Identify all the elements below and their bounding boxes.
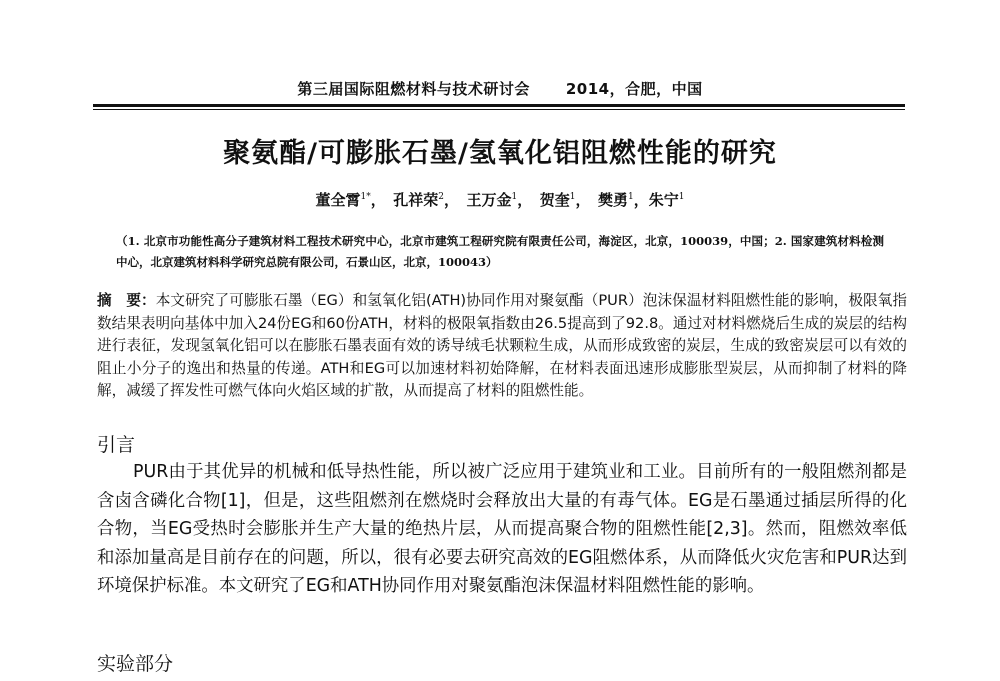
author-name: 王万金 <box>466 191 512 209</box>
author-name: 朱宁 <box>648 191 679 209</box>
author-affiliation-mark: 1 <box>678 192 685 202</box>
author <box>649 191 685 209</box>
author-name: 樊勇 <box>598 191 629 209</box>
author-name: 董全霄 <box>315 191 361 209</box>
conference-year-place: 2014，合肥，中国 <box>565 80 703 98</box>
author-name: 孔祥荣 <box>393 191 439 209</box>
author <box>466 191 517 209</box>
conference-name: 第三届国际阻燃材料与技术研讨会 <box>297 80 530 98</box>
header-rule-thick <box>93 104 905 107</box>
intro-heading: 引言 <box>97 434 136 456</box>
affiliations: （1. 北京市功能性高分子建筑材料工程技术研究中心，北京市建筑工程研究院有限责任公司，海淀区，北京，100039，中国；2. 国家建筑材料检测中心，北京建筑材料科学研究总院有限公司，石景山区，北京，100043） <box>116 234 884 269</box>
author <box>315 191 370 209</box>
author-affiliation-mark: 2 <box>438 192 444 202</box>
author-name: 贺奎 <box>539 191 570 209</box>
experiment-heading: 实验部分 <box>97 653 174 675</box>
abstract <box>97 290 907 403</box>
header-rule-thin <box>93 109 905 110</box>
author-affiliation-mark: 1 <box>569 192 576 202</box>
author <box>540 191 576 209</box>
author <box>598 191 634 209</box>
abstract-text: 本文研究了可膨胀石墨（EG）和氢氧化铝(ATH)协同作用对聚氨酯（PUR）泡沫保温材料阻燃性能的影响，极限氧指数结果表明向基体中加入24份EG和60份ATH，材料的极限氧指数由26.5提高到了92.8。通过对材料燃烧后生成的炭层的结构进行表征，发现氢氧化铝可以在膨胀石墨表面有效的诱导绒毛状颗粒生成，从而形成致密的炭层，生成的致密炭层可以有效的阻止小分子的逸出和热量的传递。ATH和EG可以加速材料初始降解，在材料表面迅速形成膨胀型炭层，从而抑制了材料的降解，减缓了挥发性可燃气体向火焰区域的扩散，从而提高了材料的阻燃性能。 <box>97 292 907 399</box>
running-header <box>0 78 1000 99</box>
author-affiliation-mark: 1* <box>360 192 371 202</box>
author-affiliation-mark: 1 <box>628 192 634 202</box>
author-list: 董全霄$^{1*}$， 孔祥荣$^2$， 王万金$^1$， 贺奎$^1$， 樊勇$^1$，朱宁$^1$ <box>315 191 685 209</box>
intro-paragraph: PUR由于其优异的机械和低导热性能，所以被广泛应用于建筑业和工业。目前所有的一般阻燃剂都是含卤含磷化合物[1]，但是，这些阻燃剂在燃烧时会释放出大量的有毒气体。EG是石墨通过插层所得的化合物，当EG受热时会膨胀并生产大量的绝热片层，从而提高聚合物的阻燃性能[2,3]。然而，阻燃效率低和添加量高是目前存在的问题，所以，很有必要去研究高效的EG阻燃体系，从而降低火灾危害和PUR达到环境保护标准。本文研究了EG和ATH协同作用对聚氨酯泡沫保温材料阻燃性能的影响。 <box>97 462 907 597</box>
abstract-label: 摘 要： <box>97 292 156 309</box>
author <box>393 191 444 209</box>
paper-title: 聚氨酯/可膨胀石墨/氢氧化铝阻燃性能的研究 <box>223 138 777 169</box>
author-affiliation-mark: 1 <box>511 192 518 202</box>
